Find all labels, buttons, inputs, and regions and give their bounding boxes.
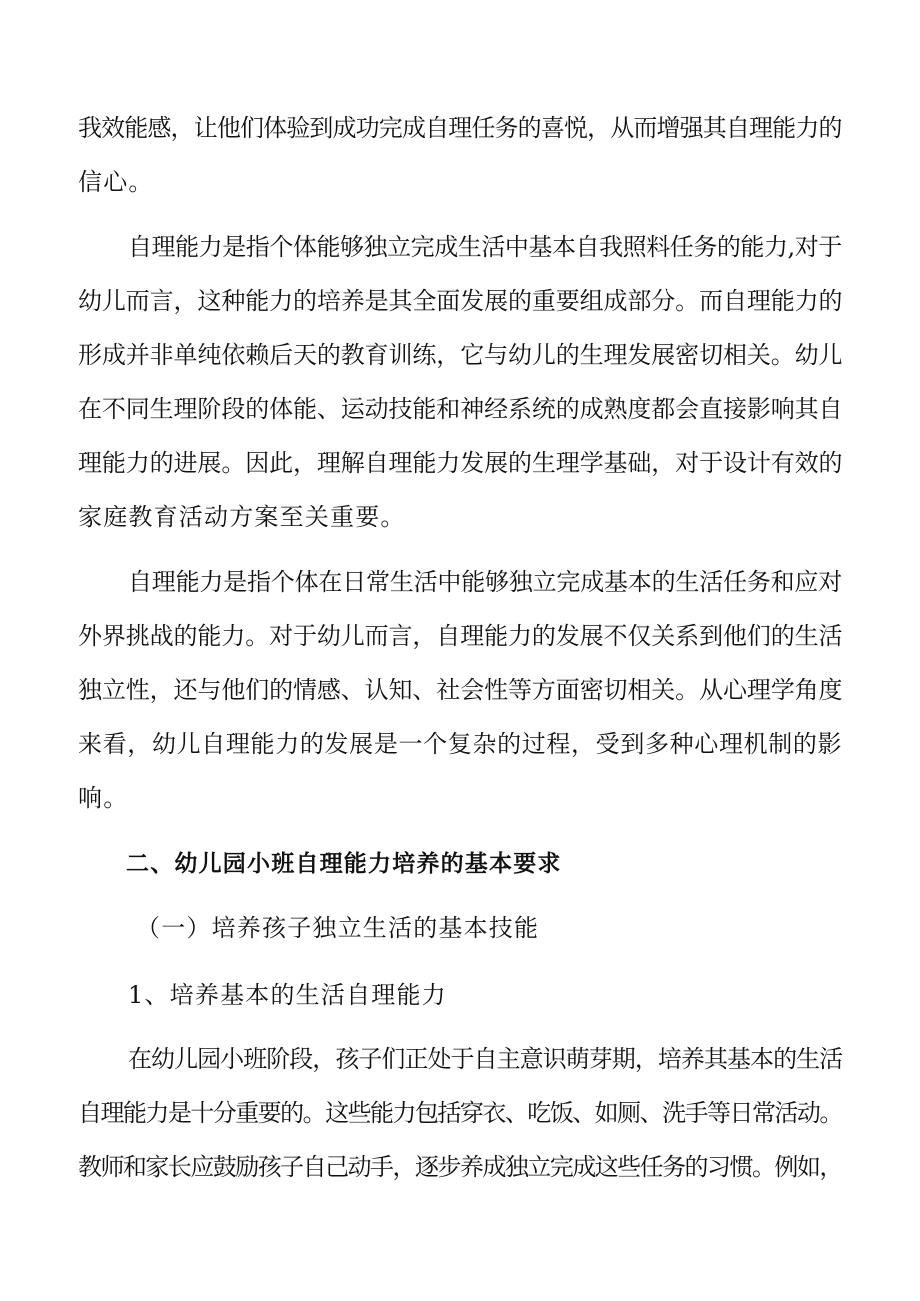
paragraph-line: 自理能力是指个体能够独立完成生活中基本自我照料任务的能力,对于	[128, 233, 842, 261]
paragraph-line: 家庭教育活动方案至关重要。	[78, 503, 406, 531]
paragraph-line: 教师和家长应鼓励孩子自己动手，逐步养成独立完成这些任务的习惯。例如，	[78, 1153, 842, 1181]
paragraph-line: 响。	[78, 784, 129, 812]
section-heading: 二、幼儿园小班自理能力培养的基本要求	[126, 851, 562, 877]
paragraph-line: 我效能感，让他们体验到成功完成自理任务的喜悦，从而增强其自理能力的	[78, 114, 842, 142]
paragraph-line: 自理能力是十分重要的。这些能力包括穿衣、吃饭、如厕、洗手等日常活动。	[78, 1099, 842, 1127]
paragraph-line: 自理能力是指个体在日常生活中能够独立完成基本的生活任务和应对	[128, 568, 842, 596]
paragraph-line: 在幼儿园小班阶段，孩子们正处于自主意识萌芽期，培养其基本的生活	[128, 1045, 843, 1073]
paragraph-line: 形成并非单纯依赖后天的教育训练，它与幼儿的生理发展密切相关。幼儿	[78, 341, 843, 369]
paragraph-line: 信心。	[78, 168, 154, 196]
subsection-heading: 1、培养基本的生活自理能力	[128, 981, 447, 1009]
subsection-heading: （一）培养孩子独立生活的基本技能	[136, 914, 540, 942]
paragraph-line: 来看，幼儿自理能力的发展是一个复杂的过程，受到多种心理机制的影	[78, 730, 843, 758]
paragraph-line: 独立性，还与他们的情感、认知、社会性等方面密切相关。从心理学角度	[78, 676, 843, 704]
paragraph-line: 幼儿而言，这种能力的培养是其全面发展的重要组成部分。而自理能力的	[78, 287, 843, 315]
paragraph-line: 在不同生理阶段的体能、运动技能和神经系统的成熟度都会直接影响其自	[78, 395, 843, 423]
paragraph-line: 外界挑战的能力。对于幼儿而言，自理能力的发展不仅关系到他们的生活	[78, 622, 843, 650]
paragraph-line: 理能力的进展。因此，理解自理能力发展的生理学基础，对于设计有效的	[78, 449, 843, 477]
